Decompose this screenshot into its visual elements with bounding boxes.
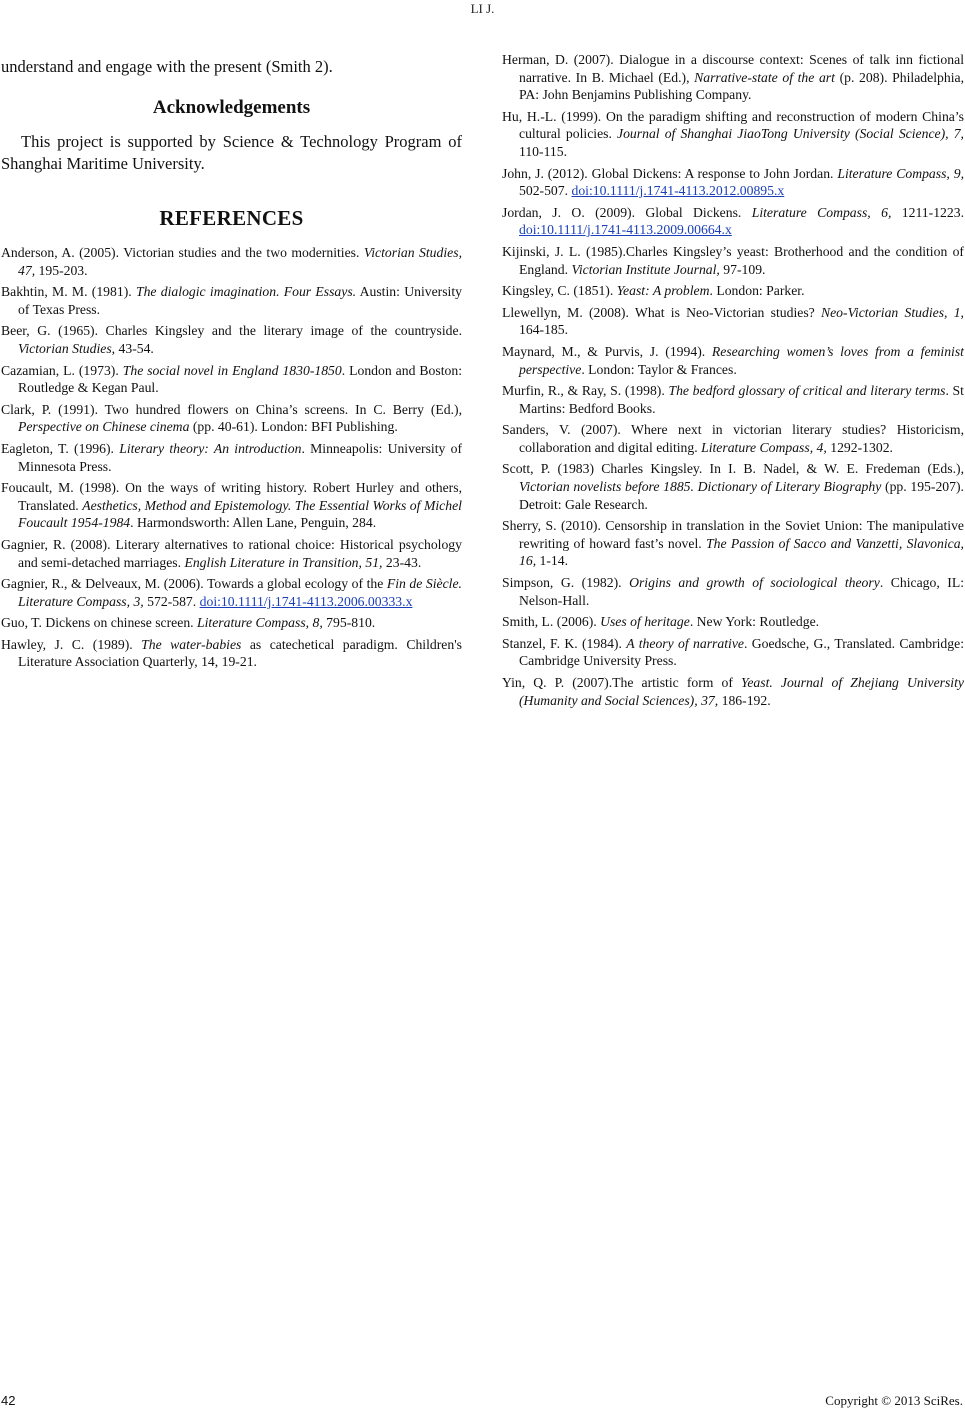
reference-text: Guo, T. Dickens on chinese screen. [1, 615, 198, 631]
reference-entry [1, 636, 462, 671]
reference-source-title: The water-babies [141, 636, 242, 652]
reference-entry [502, 51, 964, 104]
reference-list-right [502, 51, 964, 713]
reference-text: (p. 208). Philadelphia, PA: John Benjamins Publishing Company. [519, 69, 964, 103]
doi-link[interactable]: doi:10.1111/j.1741-4113.2009.00664.x [519, 222, 732, 238]
reference-text: (pp. 40-61). London: BFI Publishing. [189, 419, 398, 435]
reference-text: Hu, H.-L. (1999). On the paradigm shifting and reconstruction of modern China’s cultural policies. [502, 108, 964, 142]
reference-text: 572-587. [143, 593, 200, 609]
reference-source-title: Literature Compass, 9, [837, 165, 964, 181]
reference-entry [1, 479, 462, 532]
reference-entry [1, 614, 462, 632]
reference-source-title: Aesthetics, Method and Epistemology. The Essential Works of Michel Foucault 1954-1984 [18, 497, 462, 531]
reference-source-title: Literature Compass, 8, [197, 615, 323, 631]
references-heading: REFERENCES [159, 206, 304, 230]
reference-text: . Chicago, IL: Nelson-Hall. [519, 575, 965, 608]
reference-text: Maynard, M., & Purvis, J. (1994). [502, 343, 712, 359]
reference-text: Clark, P. (1991). Two hundred flowers on China’s screens. In C. Berry (Ed.), [1, 401, 462, 417]
reference-text: Sanders, V. (2007). Where next in victorian literary studies? Historicism, collaboration and digital editing. [502, 422, 964, 455]
reference-entry [502, 574, 964, 609]
reference-text: Foucault, M. (1998). On the ways of writing history. Robert Hurley and others, Translated. [1, 480, 462, 513]
reference-source-title: A theory of narrative [626, 635, 744, 651]
reference-entry [1, 244, 462, 279]
reference-text: Sherry, S. (2010). Censorship in translation in the Soviet Union: The manipulative rewriting of howard fast’s novel. [502, 518, 964, 551]
reference-source-title: Journal of Shanghai JiaoTong University (Social Science), 7, [617, 126, 964, 142]
running-head: LI J. [470, 1, 495, 16]
reference-entry [1, 283, 462, 318]
reference-source-title: Fin de Siècle. Literature Compass, 3, [18, 576, 462, 609]
reference-entry [502, 304, 964, 339]
reference-text: Bakhtin, M. M. (1981). [1, 284, 136, 300]
reference-text: 502-507. [519, 183, 572, 199]
reference-source-title: Victorian Institute Journal, [571, 261, 720, 277]
reference-text: . Goedsche, G., Translated. Cambridge: Cambridge University Press. [519, 635, 964, 669]
reference-text: . London: Taylor & Frances. [581, 361, 737, 377]
reference-text: Simpson, G. (1982). [502, 575, 630, 591]
reference-text: Yin, Q. P. (2007).The artistic form of [502, 675, 741, 690]
reference-text: Murfin, R., & Ray, S. (1998). [502, 383, 669, 399]
reference-text: . Harmondsworth: Allen Lane, Penguin, 284. [130, 515, 377, 531]
reference-source-title: Literary theory: An introduction [119, 440, 302, 456]
reference-entry [502, 421, 964, 456]
reference-text: 110-115. [519, 143, 568, 159]
reference-text: Llewellyn, M. (2008). What is Neo-Victorian studies? [502, 304, 821, 320]
doi-link[interactable]: doi:10.1111/j.1741-4113.2006.00333.x [199, 593, 413, 609]
reference-text: John, J. (2012). Global Dickens: A response to John Jordan. [502, 165, 838, 181]
reference-text: Jordan, J. O. (2009). Global Dickens. [502, 204, 752, 220]
reference-text: Kingsley, C. (1851). [502, 283, 617, 299]
reference-source-title: English Literature in Transition, 51, [184, 554, 383, 570]
reference-entry [502, 343, 964, 378]
reference-text: Gagnier, R., & Delveaux, M. (2006). Towards a global ecology of the [1, 576, 387, 592]
reference-text: Cazamian, L. (1973). [1, 362, 123, 378]
reference-entry [1, 401, 462, 436]
reference-source-title: Victorian novelists before 1885. Dictionary of Literary Biography [519, 479, 882, 495]
reference-text: Beer, G. (1965). Charles Kingsley and the literary image of the countryside. [1, 323, 462, 339]
reference-source-title: Yeast. Journal of Zhejiang University (Humanity and Social Sciences), 37, [519, 675, 964, 708]
reference-source-title: The social novel in England 1830-1850 [122, 362, 342, 378]
reference-source-title: Uses of heritage [600, 614, 690, 630]
reference-text: 43-54. [115, 340, 154, 356]
reference-text: Scott, P. (1983) Charles Kingsley. In I. B. Nadel, & W. E. Fredeman (Eds.), [502, 461, 964, 477]
reference-text: Gagnier, R. (2008). Literary alternatives to rational choice: Historical psychology and semi-detached marriages. [1, 536, 462, 570]
reference-entry [502, 243, 964, 278]
reference-source-title: Literature Compass, 6, [751, 204, 892, 220]
reference-source-title: Victorian Studies, [18, 340, 116, 356]
reference-source-title: Victorian Studies, 47, [18, 245, 462, 278]
reference-text: . London and Boston: Routledge & Kegan Paul. [18, 362, 462, 396]
reference-text: Herman, D. (2007). Dialogue in a discourse context: Scenes of talk inn fictional narrative. In B. Michael (Ed.), [502, 52, 964, 85]
reference-entry [502, 674, 964, 709]
reference-entry [502, 460, 964, 513]
reference-source-title: Literature Compass, 4, [701, 439, 827, 455]
reference-text: 1292-1302. [826, 439, 893, 455]
reference-source-title: Perspective on Chinese cinema [18, 419, 190, 435]
reference-text: Kijinski, J. L. (1985).Charles Kingsley’s yeast: Brotherhood and the condition of England. [502, 243, 964, 277]
reference-entry [502, 165, 964, 200]
reference-source-title: The bedford glossary of critical and literary terms [668, 383, 946, 399]
reference-text: Hawley, J. C. (1989). [1, 636, 142, 652]
reference-text: 1211-1223. [891, 204, 964, 220]
reference-text: 195-203. [35, 262, 88, 278]
reference-text: 97-109. [719, 261, 766, 277]
reference-text: (pp. 195-207). Detroit: Gale Research. [519, 479, 964, 512]
reference-text: 1-14. [536, 553, 569, 569]
reference-entry [502, 517, 964, 570]
reference-entry [1, 362, 462, 397]
reference-entry [1, 575, 462, 610]
reference-source-title: Yeast: A problem [616, 283, 710, 299]
reference-source-title: The Passion of Sacco and Vanzetti, Slavonica, 16, [519, 535, 964, 569]
reference-entry [1, 440, 462, 475]
doi-link[interactable]: doi:10.1111/j.1741-4113.2012.00895.x [571, 183, 785, 199]
reference-text: . St Martins: Bedford Books. [519, 383, 964, 416]
reference-entry [502, 282, 964, 300]
body-text-tail: understand and engage with the present (Smith 2). [1, 57, 333, 76]
page-number: 42 [1, 1393, 16, 1408]
reference-source-title: Origins and growth of sociological theory [629, 575, 880, 591]
reference-text: Eagleton, T. (1996). [1, 440, 120, 456]
acknowledgements-body: This project is supported by Science & Technology Program of Shanghai Maritime University. [1, 132, 462, 173]
reference-text: 795-810. [322, 615, 376, 631]
reference-entry [502, 204, 964, 239]
reference-text: . London: Parker. [709, 283, 805, 299]
reference-entry [502, 108, 964, 161]
reference-text: . Minneapolis: University of Minnesota Press. [18, 440, 463, 474]
reference-entry [502, 635, 964, 670]
reference-text: 23-43. [382, 554, 422, 570]
reference-entry [502, 382, 964, 417]
reference-text: Stanzel, F. K. (1984). [502, 635, 627, 651]
reference-source-title: Neo-Victorian Studies, 1, [820, 304, 964, 320]
acknowledgements-heading: Acknowledgements [152, 97, 311, 118]
reference-text: Austin: University of Texas Press. [18, 284, 462, 317]
reference-text: Smith, L. (2006). [502, 614, 601, 630]
reference-text: as catechetical paradigm. Children's Literature Association Quarterly, 14, 19-21. [18, 636, 463, 670]
reference-entry [1, 322, 462, 357]
reference-text: Anderson, A. (2005). Victorian studies and the two modernities. [1, 245, 364, 260]
reference-source-title: The dialogic imagination. Four Essays. [135, 284, 357, 300]
reference-text: 164-185. [519, 322, 569, 338]
reference-entry [502, 613, 964, 631]
reference-entry [1, 536, 462, 571]
copyright-notice: Copyright © 2013 SciRes. [825, 1393, 963, 1408]
reference-text: 186-192. [718, 692, 771, 708]
reference-source-title: Narrative-state of the art [694, 69, 835, 85]
reference-text: . New York: Routledge. [689, 614, 820, 630]
reference-list-left [1, 244, 462, 675]
reference-source-title: Researching women’s loves from a feminist perspective [519, 343, 964, 377]
